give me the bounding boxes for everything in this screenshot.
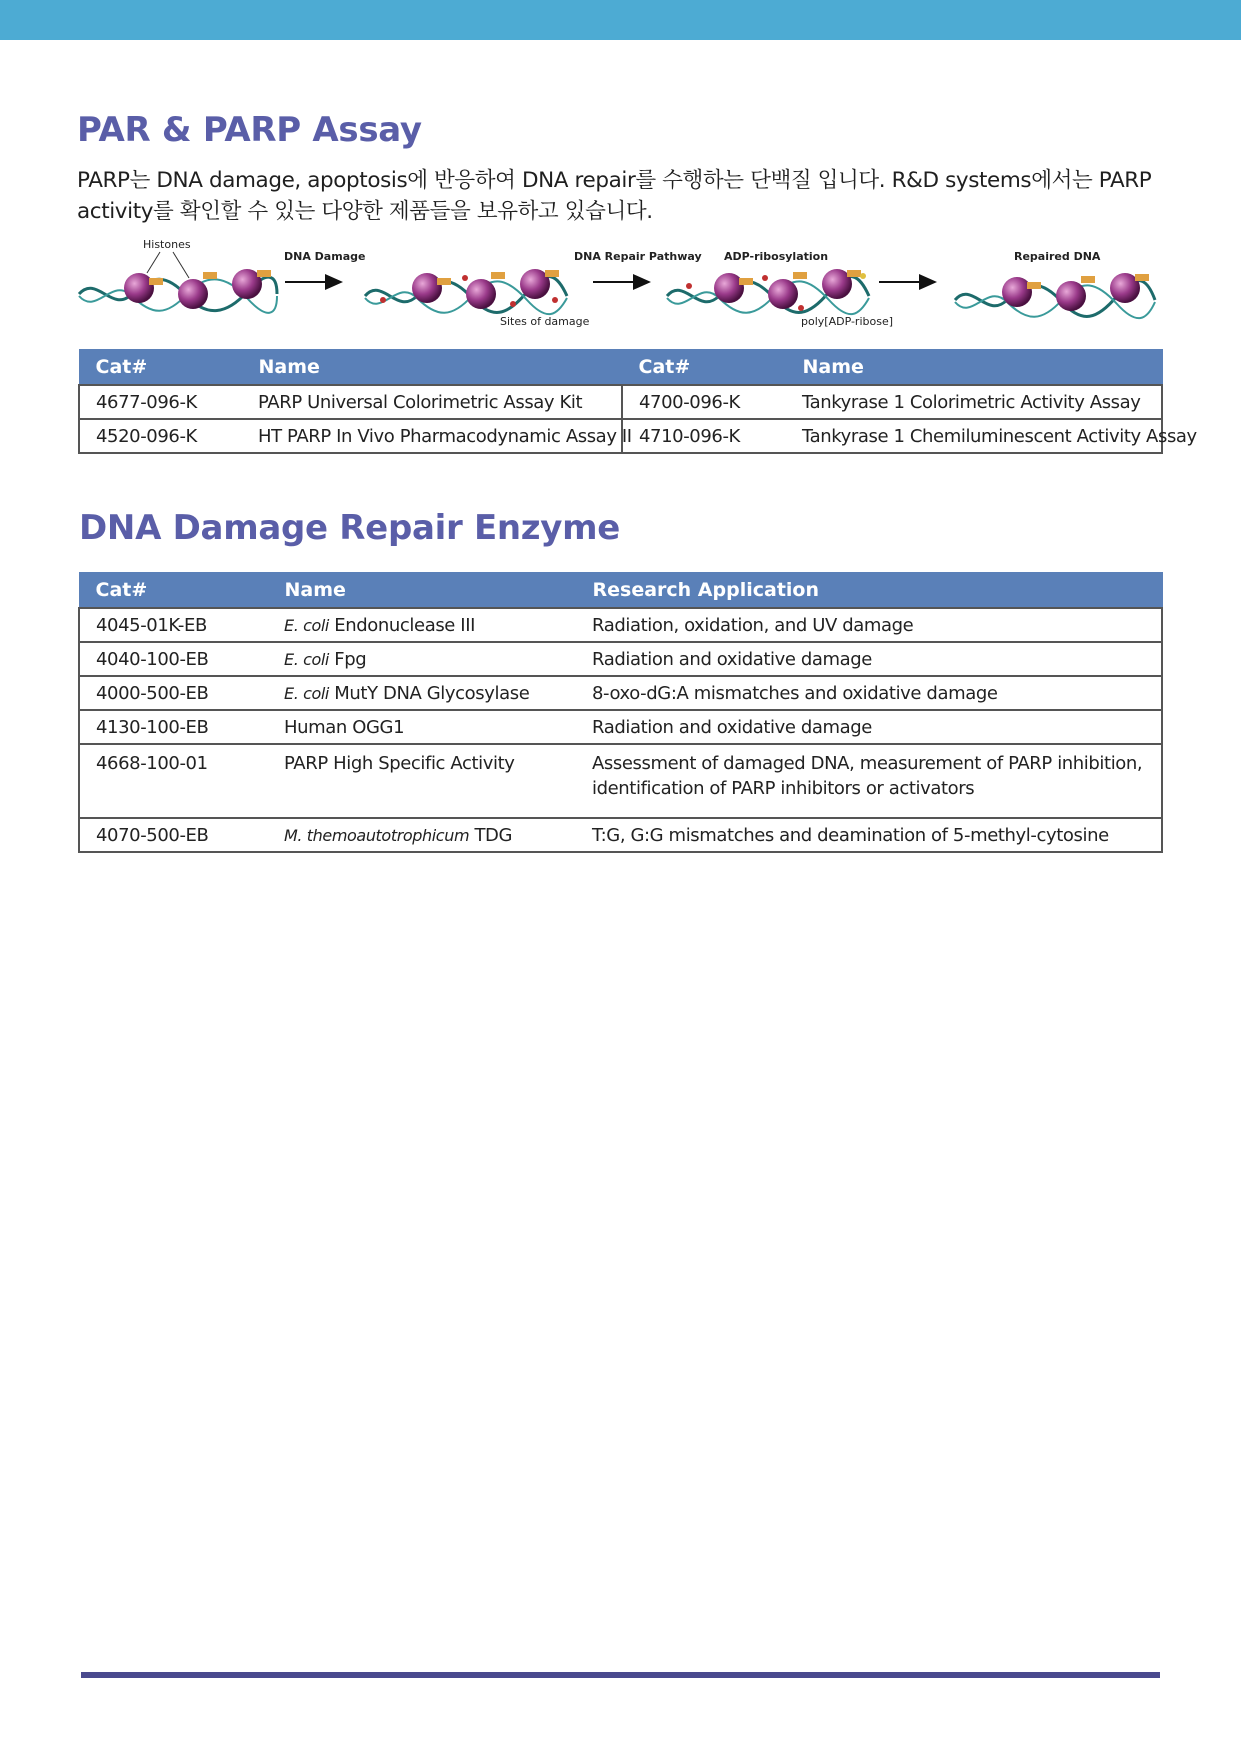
cell-cat: 4070-500-EB [79,818,268,852]
dna-repair-enzyme-table [78,572,1163,853]
dna-strand-intact [79,252,277,313]
species-name: E. coli [284,649,329,669]
table-row [79,676,1162,710]
header-cat-2: Cat# [622,350,786,386]
dna-strand-repaired [955,273,1155,318]
cell-name [268,676,576,710]
dna-strand-ribosylated [667,269,869,314]
table-header-row [79,573,1162,609]
section-title-dna-repair-enzyme: DNA Damage Repair Enzyme [79,508,621,548]
parp-repair-diagram [77,234,1157,334]
header-name: Name [268,573,576,609]
section-title-parp-assay: PAR & PARP Assay [77,110,422,150]
table-row [79,818,1162,852]
table-row [79,710,1162,744]
cell-cat: 4040-100-EB [79,642,268,676]
header-name: Name [242,350,622,386]
enzyme-name: Human OGG1 [284,716,405,738]
table-row [79,744,1162,818]
cell-cat: 4000-500-EB [79,676,268,710]
label-histones: Histones [143,238,191,251]
dna-repair-illustration [77,234,1157,334]
dna-strand-damaged [365,269,567,314]
cell-application: Assessment of damaged DNA, measurement of PARP inhibition, identification of PARP inhibitors or activators [576,744,1162,818]
cell-application: Radiation and oxidative damage [576,710,1162,744]
cell-cat: 4700-096-K [622,385,786,419]
table-row [79,608,1162,642]
cell-name: PARP Universal Colorimetric Assay Kit [242,385,622,419]
enzyme-name: Fpg [328,648,367,670]
species-name: M. themoautotrophicum [284,825,470,845]
cell-application: Radiation, oxidation, and UV damage [576,608,1162,642]
parp-assay-table [78,349,1197,454]
enzyme-name: Endonuclease III [328,614,476,636]
species-name: E. coli [284,615,329,635]
cell-application: 8-oxo-dG:A mismatches and oxidative damage [576,676,1162,710]
enzyme-name: TDG [469,824,513,846]
label-repaired-dna: Repaired DNA [1014,250,1101,263]
cell-cat: 4677-096-K [79,385,242,419]
intro-paragraph: PARP는 DNA damage, apoptosis에 반응하여 DNA repair를 수행하는 단백질 입니다. R&D systems에서는 PARP activity를 확인할 수 있는 다양한 제품들을 보유하고 있습니다. [77,168,1152,224]
label-sites-of-damage: Sites of damage [500,315,590,328]
enzyme-name: MutY DNA Glycosylase [328,682,530,704]
table-header-row [79,350,1162,386]
header-research-application: Research Application [576,573,1162,609]
header-name-2: Name [786,350,1162,386]
cell-cat: 4710-096-K [622,419,786,453]
cell-name [268,710,576,744]
table-row [79,385,1162,419]
cell-cat: 4520-096-K [79,419,242,453]
species-name: E. coli [284,683,329,703]
cell-cat: 4130-100-EB [79,710,268,744]
cell-name [268,744,576,818]
table-row [79,419,1162,453]
cell-application: Radiation and oxidative damage [576,642,1162,676]
cell-name: HT PARP In Vivo Pharmacodynamic Assay II [242,419,622,453]
cell-cat: 4045-01K-EB [79,608,268,642]
enzyme-name: PARP High Specific Activity [284,753,515,774]
cell-name [268,818,576,852]
cell-name: Tankyrase 1 Colorimetric Activity Assay [786,385,1162,419]
cell-name [268,608,576,642]
header-cat: Cat# [79,350,242,386]
label-dna-damage: DNA Damage [284,250,366,263]
cell-name [268,642,576,676]
top-banner [0,0,1241,40]
table-row [79,642,1162,676]
cell-cat: 4668-100-01 [79,744,268,818]
label-repair-pathway: DNA Repair Pathway [574,250,702,263]
cell-name: Tankyrase 1 Chemiluminescent Activity Assay [786,419,1162,453]
bottom-divider [81,1672,1160,1678]
header-cat: Cat# [79,573,268,609]
label-adp-ribosylation: ADP-ribosylation [724,250,829,263]
cell-application: T:G, G:G mismatches and deamination of 5-methyl-cytosine [576,818,1162,852]
label-poly-adp-ribose: poly[ADP-ribose] [801,315,894,328]
